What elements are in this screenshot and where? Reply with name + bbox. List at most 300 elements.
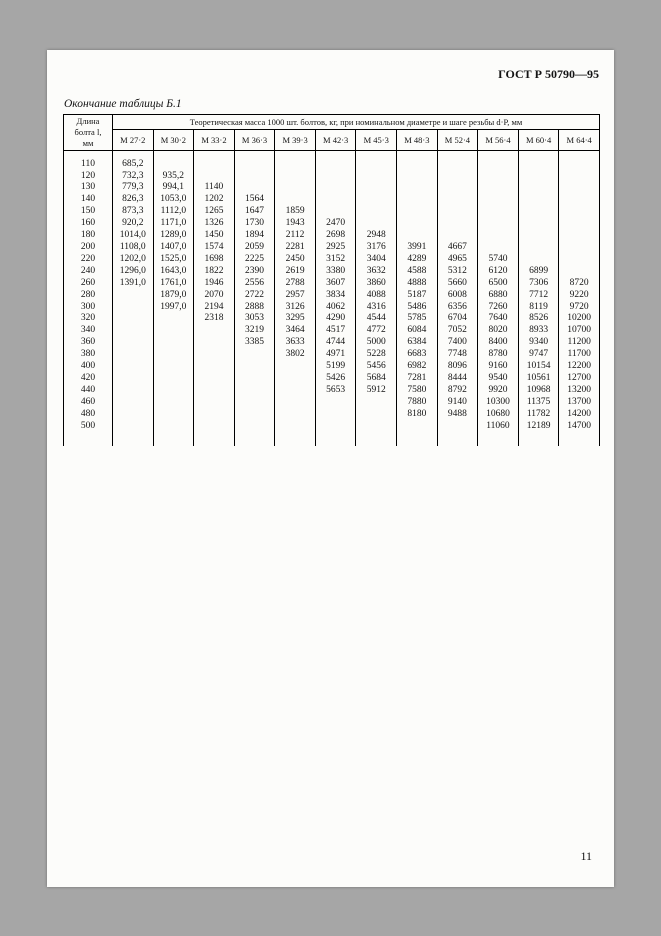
mass-cell: 9747: [518, 349, 559, 361]
mass-cell: 6880: [478, 290, 519, 302]
spacer-cell: [315, 151, 356, 159]
mass-cell: 2390: [234, 266, 275, 278]
mass-cell: 935,2: [153, 171, 194, 183]
mass-cell: 2957: [275, 290, 316, 302]
mass-cell: 7260: [478, 302, 519, 314]
mass-cell: 4316: [356, 302, 397, 314]
mass-cell: 6120: [478, 266, 519, 278]
corner-header: Длина болта l, мм: [64, 115, 113, 151]
mass-cell: 3632: [356, 266, 397, 278]
mass-cell: 1108,0: [113, 242, 154, 254]
spacer-cell: [397, 432, 438, 446]
mass-cell: [194, 373, 235, 385]
mass-cell: [194, 409, 235, 421]
mass-cell: 7281: [397, 373, 438, 385]
mass-cell: 1698: [194, 254, 235, 266]
mass-cell: [113, 349, 154, 361]
spacer-cell: [64, 151, 113, 159]
mass-cell: [153, 337, 194, 349]
mass-cell: [559, 159, 600, 171]
mass-cell: 2281: [275, 242, 316, 254]
mass-cell: 5660: [437, 278, 478, 290]
mass-cell: [153, 349, 194, 361]
mass-cell: 6384: [397, 337, 438, 349]
mass-cell: 10561: [518, 373, 559, 385]
mass-cell: 2225: [234, 254, 275, 266]
mass-cell: [437, 230, 478, 242]
column-header-row: [64, 130, 600, 151]
length-cell: 130: [64, 182, 113, 194]
mass-cell: [194, 397, 235, 409]
mass-cell: 8180: [397, 409, 438, 421]
mass-cell: [397, 159, 438, 171]
mass-cell: 779,3: [113, 182, 154, 194]
mass-cell: 7580: [397, 385, 438, 397]
mass-cell: 3633: [275, 337, 316, 349]
mass-cell: [478, 171, 519, 183]
mass-cell: [397, 421, 438, 433]
mass-cell: 11200: [559, 337, 600, 349]
mass-cell: 826,3: [113, 194, 154, 206]
length-cell: 340: [64, 325, 113, 337]
document-number: ГОСТ Р 50790—95: [498, 67, 599, 81]
mass-cell: [234, 171, 275, 183]
mass-cell: [113, 337, 154, 349]
mass-cell: [275, 421, 316, 433]
mass-cell: [559, 218, 600, 230]
mass-cell: [194, 159, 235, 171]
length-cell: 220: [64, 254, 113, 266]
table-row: [64, 349, 600, 361]
mass-cell: 1574: [194, 242, 235, 254]
mass-cell: 6899: [518, 266, 559, 278]
mass-cell: 4888: [397, 278, 438, 290]
table-row: [64, 171, 600, 183]
spacer-cell: [518, 432, 559, 446]
mass-cell: [518, 242, 559, 254]
mass-cell: 1730: [234, 218, 275, 230]
mass-cell: [478, 230, 519, 242]
mass-cell: [559, 254, 600, 266]
length-cell: 500: [64, 421, 113, 433]
mass-cell: 11700: [559, 349, 600, 361]
mass-cell: [234, 397, 275, 409]
length-cell: 280: [64, 290, 113, 302]
mass-cell: 2619: [275, 266, 316, 278]
mass-cell: 1391,0: [113, 278, 154, 290]
column-header: М 42·3: [315, 130, 356, 151]
table-row: [64, 302, 600, 314]
mass-cell: 5228: [356, 349, 397, 361]
mass-cell: [397, 171, 438, 183]
span-header: Теоретическая масса 1000 шт. болтов, кг, при номинальном диаметре и шаге резьбы d·P, мм: [113, 115, 600, 130]
column-header: М 27·2: [113, 130, 154, 151]
table-row: [64, 194, 600, 206]
mass-cell: 1943: [275, 218, 316, 230]
mass-cell: 6356: [437, 302, 478, 314]
mass-cell: 1761,0: [153, 278, 194, 290]
mass-cell: [153, 361, 194, 373]
column-header: М 52·4: [437, 130, 478, 151]
spacer-cell: [356, 432, 397, 446]
length-cell: 180: [64, 230, 113, 242]
mass-cell: 1171,0: [153, 218, 194, 230]
mass-cell: [356, 397, 397, 409]
mass-cell: [478, 159, 519, 171]
mass-cell: [113, 313, 154, 325]
mass-cell: [437, 171, 478, 183]
mass-cell: 2948: [356, 230, 397, 242]
mass-cell: [356, 218, 397, 230]
mass-cell: [234, 373, 275, 385]
table-row: [64, 159, 600, 171]
mass-cell: 1564: [234, 194, 275, 206]
spacer-cell: [356, 151, 397, 159]
spacer-cell: [275, 432, 316, 446]
mass-cell: 3404: [356, 254, 397, 266]
mass-cell: [518, 254, 559, 266]
mass-cell: 3126: [275, 302, 316, 314]
document-page: [47, 50, 614, 887]
mass-cell: 4517: [315, 325, 356, 337]
mass-cell: [153, 159, 194, 171]
mass-cell: 920,2: [113, 218, 154, 230]
table-head: [64, 115, 600, 151]
mass-cell: [397, 182, 438, 194]
mass-cell: 7052: [437, 325, 478, 337]
length-cell: 360: [64, 337, 113, 349]
mass-cell: 2059: [234, 242, 275, 254]
mass-cell: [559, 194, 600, 206]
table-row: [64, 290, 600, 302]
mass-cell: 7748: [437, 349, 478, 361]
mass-cell: 9488: [437, 409, 478, 421]
mass-cell: 7712: [518, 290, 559, 302]
table-row: [64, 397, 600, 409]
mass-cell: [518, 159, 559, 171]
mass-table-body: [64, 151, 600, 447]
mass-cell: 8792: [437, 385, 478, 397]
spacer-cell: [153, 151, 194, 159]
mass-cell: 2722: [234, 290, 275, 302]
length-cell: 320: [64, 313, 113, 325]
mass-cell: [315, 171, 356, 183]
header-row-top: [64, 115, 600, 130]
mass-cell: [397, 218, 438, 230]
table-caption: Окончание таблицы Б.1: [64, 98, 182, 110]
mass-cell: [234, 421, 275, 433]
mass-cell: 1894: [234, 230, 275, 242]
mass-cell: [437, 182, 478, 194]
mass-cell: 5187: [397, 290, 438, 302]
column-header: М 56·4: [478, 130, 519, 151]
mass-cell: 5426: [315, 373, 356, 385]
mass-cell: 1053,0: [153, 194, 194, 206]
mass-cell: [356, 182, 397, 194]
mass-cell: [437, 218, 478, 230]
mass-cell: 3295: [275, 313, 316, 325]
mass-cell: [275, 397, 316, 409]
mass-cell: 11060: [478, 421, 519, 433]
mass-cell: 8096: [437, 361, 478, 373]
mass-cell: [194, 171, 235, 183]
mass-cell: [113, 409, 154, 421]
mass-cell: 2450: [275, 254, 316, 266]
mass-cell: 12189: [518, 421, 559, 433]
mass-cell: [113, 290, 154, 302]
mass-cell: 2888: [234, 302, 275, 314]
mass-cell: [113, 421, 154, 433]
mass-cell: [194, 337, 235, 349]
mass-cell: 9160: [478, 361, 519, 373]
table-row: [64, 230, 600, 242]
mass-cell: 7640: [478, 313, 519, 325]
mass-cell: 5000: [356, 337, 397, 349]
table-row: [64, 361, 600, 373]
mass-cell: 8400: [478, 337, 519, 349]
mass-cell: [194, 325, 235, 337]
mass-cell: 5785: [397, 313, 438, 325]
table-row: [64, 385, 600, 397]
table-row: [64, 218, 600, 230]
mass-cell: 3991: [397, 242, 438, 254]
mass-cell: 11782: [518, 409, 559, 421]
mass-cell: 8720: [559, 278, 600, 290]
mass-cell: [153, 313, 194, 325]
mass-cell: 5456: [356, 361, 397, 373]
mass-cell: [275, 171, 316, 183]
spacer-cell: [113, 432, 154, 446]
mass-cell: 1643,0: [153, 266, 194, 278]
mass-cell: 1946: [194, 278, 235, 290]
mass-cell: 2318: [194, 313, 235, 325]
mass-cell: 5740: [478, 254, 519, 266]
mass-cell: 14200: [559, 409, 600, 421]
mass-cell: 10200: [559, 313, 600, 325]
spacer-cell: [153, 432, 194, 446]
page-number: 11: [580, 849, 592, 863]
mass-cell: [153, 397, 194, 409]
length-cell: 150: [64, 206, 113, 218]
length-cell: 440: [64, 385, 113, 397]
mass-cell: 1014,0: [113, 230, 154, 242]
table-row: [64, 206, 600, 218]
mass-cell: [234, 349, 275, 361]
mass-cell: 1859: [275, 206, 316, 218]
mass-cell: [518, 230, 559, 242]
mass-cell: 5653: [315, 385, 356, 397]
mass-cell: [153, 421, 194, 433]
length-cell: 200: [64, 242, 113, 254]
mass-cell: [397, 230, 438, 242]
mass-cell: 1647: [234, 206, 275, 218]
mass-cell: [559, 182, 600, 194]
mass-cell: 3380: [315, 266, 356, 278]
mass-cell: [559, 230, 600, 242]
spacer-row: [64, 151, 600, 159]
mass-cell: [234, 409, 275, 421]
mass-cell: 2788: [275, 278, 316, 290]
mass-cell: 5199: [315, 361, 356, 373]
table-row: [64, 278, 600, 290]
spacer-cell: [559, 151, 600, 159]
mass-cell: [518, 171, 559, 183]
mass-cell: [518, 194, 559, 206]
mass-cell: [113, 325, 154, 337]
spacer-cell: [234, 432, 275, 446]
mass-cell: [478, 218, 519, 230]
length-cell: 140: [64, 194, 113, 206]
mass-cell: 14700: [559, 421, 600, 433]
mass-cell: [478, 182, 519, 194]
mass-cell: 1296,0: [113, 266, 154, 278]
mass-cell: 8444: [437, 373, 478, 385]
mass-cell: 4772: [356, 325, 397, 337]
mass-cell: 4667: [437, 242, 478, 254]
table-row: [64, 337, 600, 349]
mass-cell: [437, 159, 478, 171]
mass-cell: 9340: [518, 337, 559, 349]
mass-cell: 3053: [234, 313, 275, 325]
mass-cell: 7306: [518, 278, 559, 290]
spacer-cell: [194, 151, 235, 159]
mass-cell: 994,1: [153, 182, 194, 194]
length-cell: 160: [64, 218, 113, 230]
bolt-mass-table: [63, 114, 600, 446]
mass-cell: 1822: [194, 266, 235, 278]
mass-cell: 1525,0: [153, 254, 194, 266]
mass-cell: 5486: [397, 302, 438, 314]
spacer-cell: [113, 151, 154, 159]
mass-cell: 2070: [194, 290, 235, 302]
mass-cell: 6683: [397, 349, 438, 361]
mass-cell: 5912: [356, 385, 397, 397]
table-row: [64, 242, 600, 254]
mass-cell: 3385: [234, 337, 275, 349]
mass-cell: [315, 206, 356, 218]
mass-cell: 13200: [559, 385, 600, 397]
mass-cell: 3219: [234, 325, 275, 337]
mass-cell: [518, 206, 559, 218]
mass-cell: 5312: [437, 266, 478, 278]
length-cell: 400: [64, 361, 113, 373]
mass-cell: 2194: [194, 302, 235, 314]
column-header: М 60·4: [518, 130, 559, 151]
mass-cell: 4965: [437, 254, 478, 266]
mass-cell: [559, 206, 600, 218]
mass-cell: [194, 361, 235, 373]
mass-cell: 1202: [194, 194, 235, 206]
mass-cell: 1289,0: [153, 230, 194, 242]
column-header: М 30·2: [153, 130, 194, 151]
mass-cell: [478, 206, 519, 218]
mass-cell: 9920: [478, 385, 519, 397]
mass-cell: 8780: [478, 349, 519, 361]
mass-cell: [113, 385, 154, 397]
mass-cell: 1450: [194, 230, 235, 242]
mass-cell: 6704: [437, 313, 478, 325]
mass-cell: [478, 194, 519, 206]
length-cell: 240: [64, 266, 113, 278]
spacer-cell: [194, 432, 235, 446]
mass-cell: [437, 206, 478, 218]
mass-cell: [234, 182, 275, 194]
mass-cell: 2556: [234, 278, 275, 290]
mass-cell: 10700: [559, 325, 600, 337]
mass-cell: 10968: [518, 385, 559, 397]
mass-cell: [275, 194, 316, 206]
mass-cell: 9720: [559, 302, 600, 314]
table-row: [64, 313, 600, 325]
mass-cell: [234, 385, 275, 397]
mass-cell: 685,2: [113, 159, 154, 171]
table-row: [64, 409, 600, 421]
mass-cell: 3802: [275, 349, 316, 361]
table-row: [64, 182, 600, 194]
spacer-cell: [275, 151, 316, 159]
table-row: [64, 254, 600, 266]
length-cell: 380: [64, 349, 113, 361]
mass-cell: [153, 385, 194, 397]
mass-cell: 6500: [478, 278, 519, 290]
mass-cell: [315, 159, 356, 171]
mass-cell: 1997,0: [153, 302, 194, 314]
mass-cell: [356, 206, 397, 218]
mass-cell: 8119: [518, 302, 559, 314]
mass-cell: 4289: [397, 254, 438, 266]
mass-cell: [275, 373, 316, 385]
mass-cell: 6008: [437, 290, 478, 302]
mass-cell: 6982: [397, 361, 438, 373]
mass-cell: 1140: [194, 182, 235, 194]
column-header: М 48·3: [397, 130, 438, 151]
mass-cell: 1112,0: [153, 206, 194, 218]
mass-cell: 2698: [315, 230, 356, 242]
spacer-row: [64, 432, 600, 446]
mass-cell: 4971: [315, 349, 356, 361]
column-header: М 36·3: [234, 130, 275, 151]
table-row: [64, 266, 600, 278]
mass-cell: [397, 206, 438, 218]
mass-cell: [437, 194, 478, 206]
mass-cell: [113, 397, 154, 409]
spacer-cell: [518, 151, 559, 159]
mass-cell: 10300: [478, 397, 519, 409]
spacer-cell: [315, 432, 356, 446]
mass-cell: 1879,0: [153, 290, 194, 302]
mass-cell: [559, 171, 600, 183]
table-row: [64, 373, 600, 385]
mass-cell: [315, 421, 356, 433]
mass-cell: 2925: [315, 242, 356, 254]
mass-cell: [478, 242, 519, 254]
mass-cell: 873,3: [113, 206, 154, 218]
mass-cell: [437, 421, 478, 433]
mass-cell: [518, 218, 559, 230]
length-cell: 110: [64, 159, 113, 171]
mass-cell: [356, 421, 397, 433]
mass-cell: [356, 159, 397, 171]
mass-cell: 4744: [315, 337, 356, 349]
mass-cell: 1265: [194, 206, 235, 218]
mass-cell: 8020: [478, 325, 519, 337]
mass-cell: 4588: [397, 266, 438, 278]
mass-cell: [113, 373, 154, 385]
length-cell: 480: [64, 409, 113, 421]
spacer-cell: [64, 432, 113, 446]
mass-cell: 8526: [518, 313, 559, 325]
mass-cell: [315, 409, 356, 421]
